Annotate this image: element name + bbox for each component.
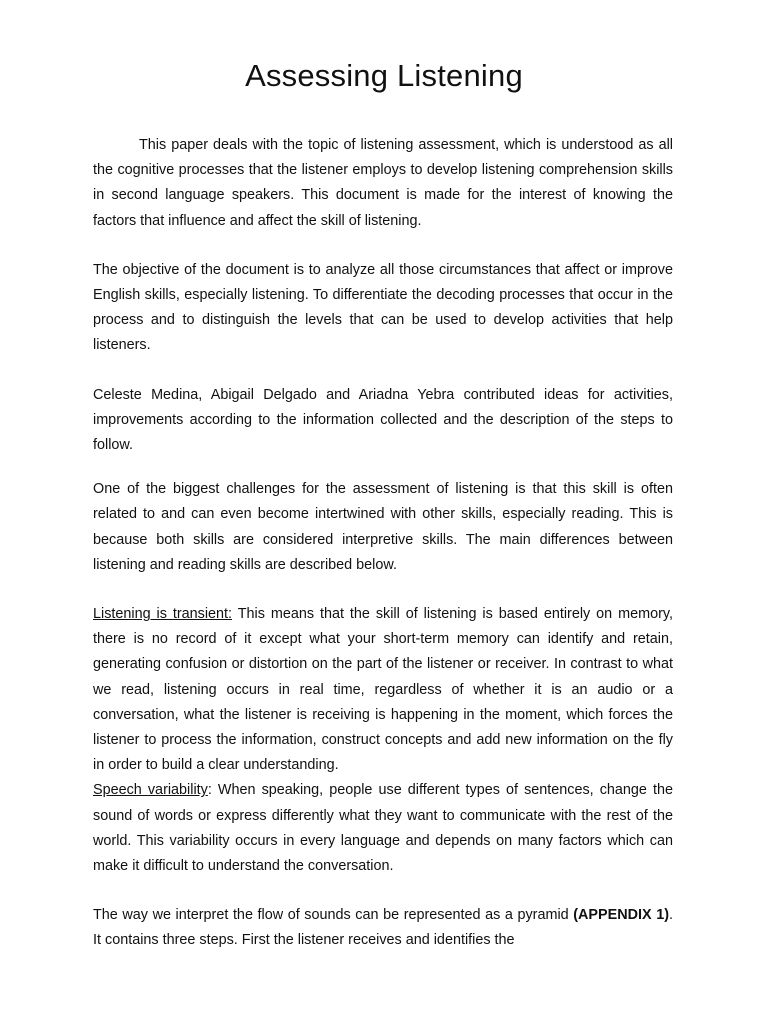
paragraph-contributors: Celeste Medina, Abigail Delgado and Ariadna Yebra contributed ideas for activities, improvements according to the information collected and the description of the steps to follow. (93, 386, 673, 454)
pyramid-text-after: . It contains three steps. First the listener receives and identifies the (93, 907, 673, 949)
paragraph-listening-transient (93, 602, 673, 778)
listening-transient-text: This means that the skill of listening is based entirely on memory, there is no record of it except what your short-term memory can identify and retain, generating confusion or distortion on the part of the listener or receiver. In contrast to what we read, listening occurs in real time, regardless of whether it is an audio or a conversation, what the listener is receiving is happening in the moment, which forces the listener to process the information, construct concepts and add new information on the fly in order to build a clear understanding. (93, 606, 673, 774)
paragraph-speech-variability (93, 778, 673, 879)
document-body (93, 133, 673, 954)
document-title: Assessing Listening (245, 58, 523, 93)
speech-variability-text: : When speaking, people use different types of sentences, change the sound of words or express differently what they want to communicate with the rest of the world. This variability occurs in every language and depends on many factors which can make it difficult to understand the conversation. (93, 782, 673, 875)
paragraph-intro: This paper deals with the topic of listening assessment, which is understood as all the cognitive processes that the listener employs to develop listening comprehension skills in second language speakers. This document is made for the interest of knowing the factors that influence and affect the skill of listening. (93, 137, 673, 229)
paragraph-pyramid (93, 903, 673, 953)
appendix-reference: (APPENDIX 1) (573, 907, 669, 924)
paragraph-challenges: One of the biggest challenges for the assessment of listening is that this skill is often related to and can even become intertwined with other skills, especially reading. This is because both skills are considered interpretive skills. The main differences between listening and reading skills are described below. (93, 481, 673, 573)
paragraph-objective: The objective of the document is to analyze all those circumstances that affect or improve English skills, especially listening. To differentiate the decoding processes that occur in the process and to distinguish the levels that can be used to develop activities that help listeners. (93, 261, 673, 354)
pyramid-text-before: The way we interpret the flow of sounds can be represented as a pyramid (93, 907, 574, 924)
listening-transient-label: Listening is transient: (93, 606, 233, 623)
speech-variability-label: Speech variability (93, 782, 208, 799)
